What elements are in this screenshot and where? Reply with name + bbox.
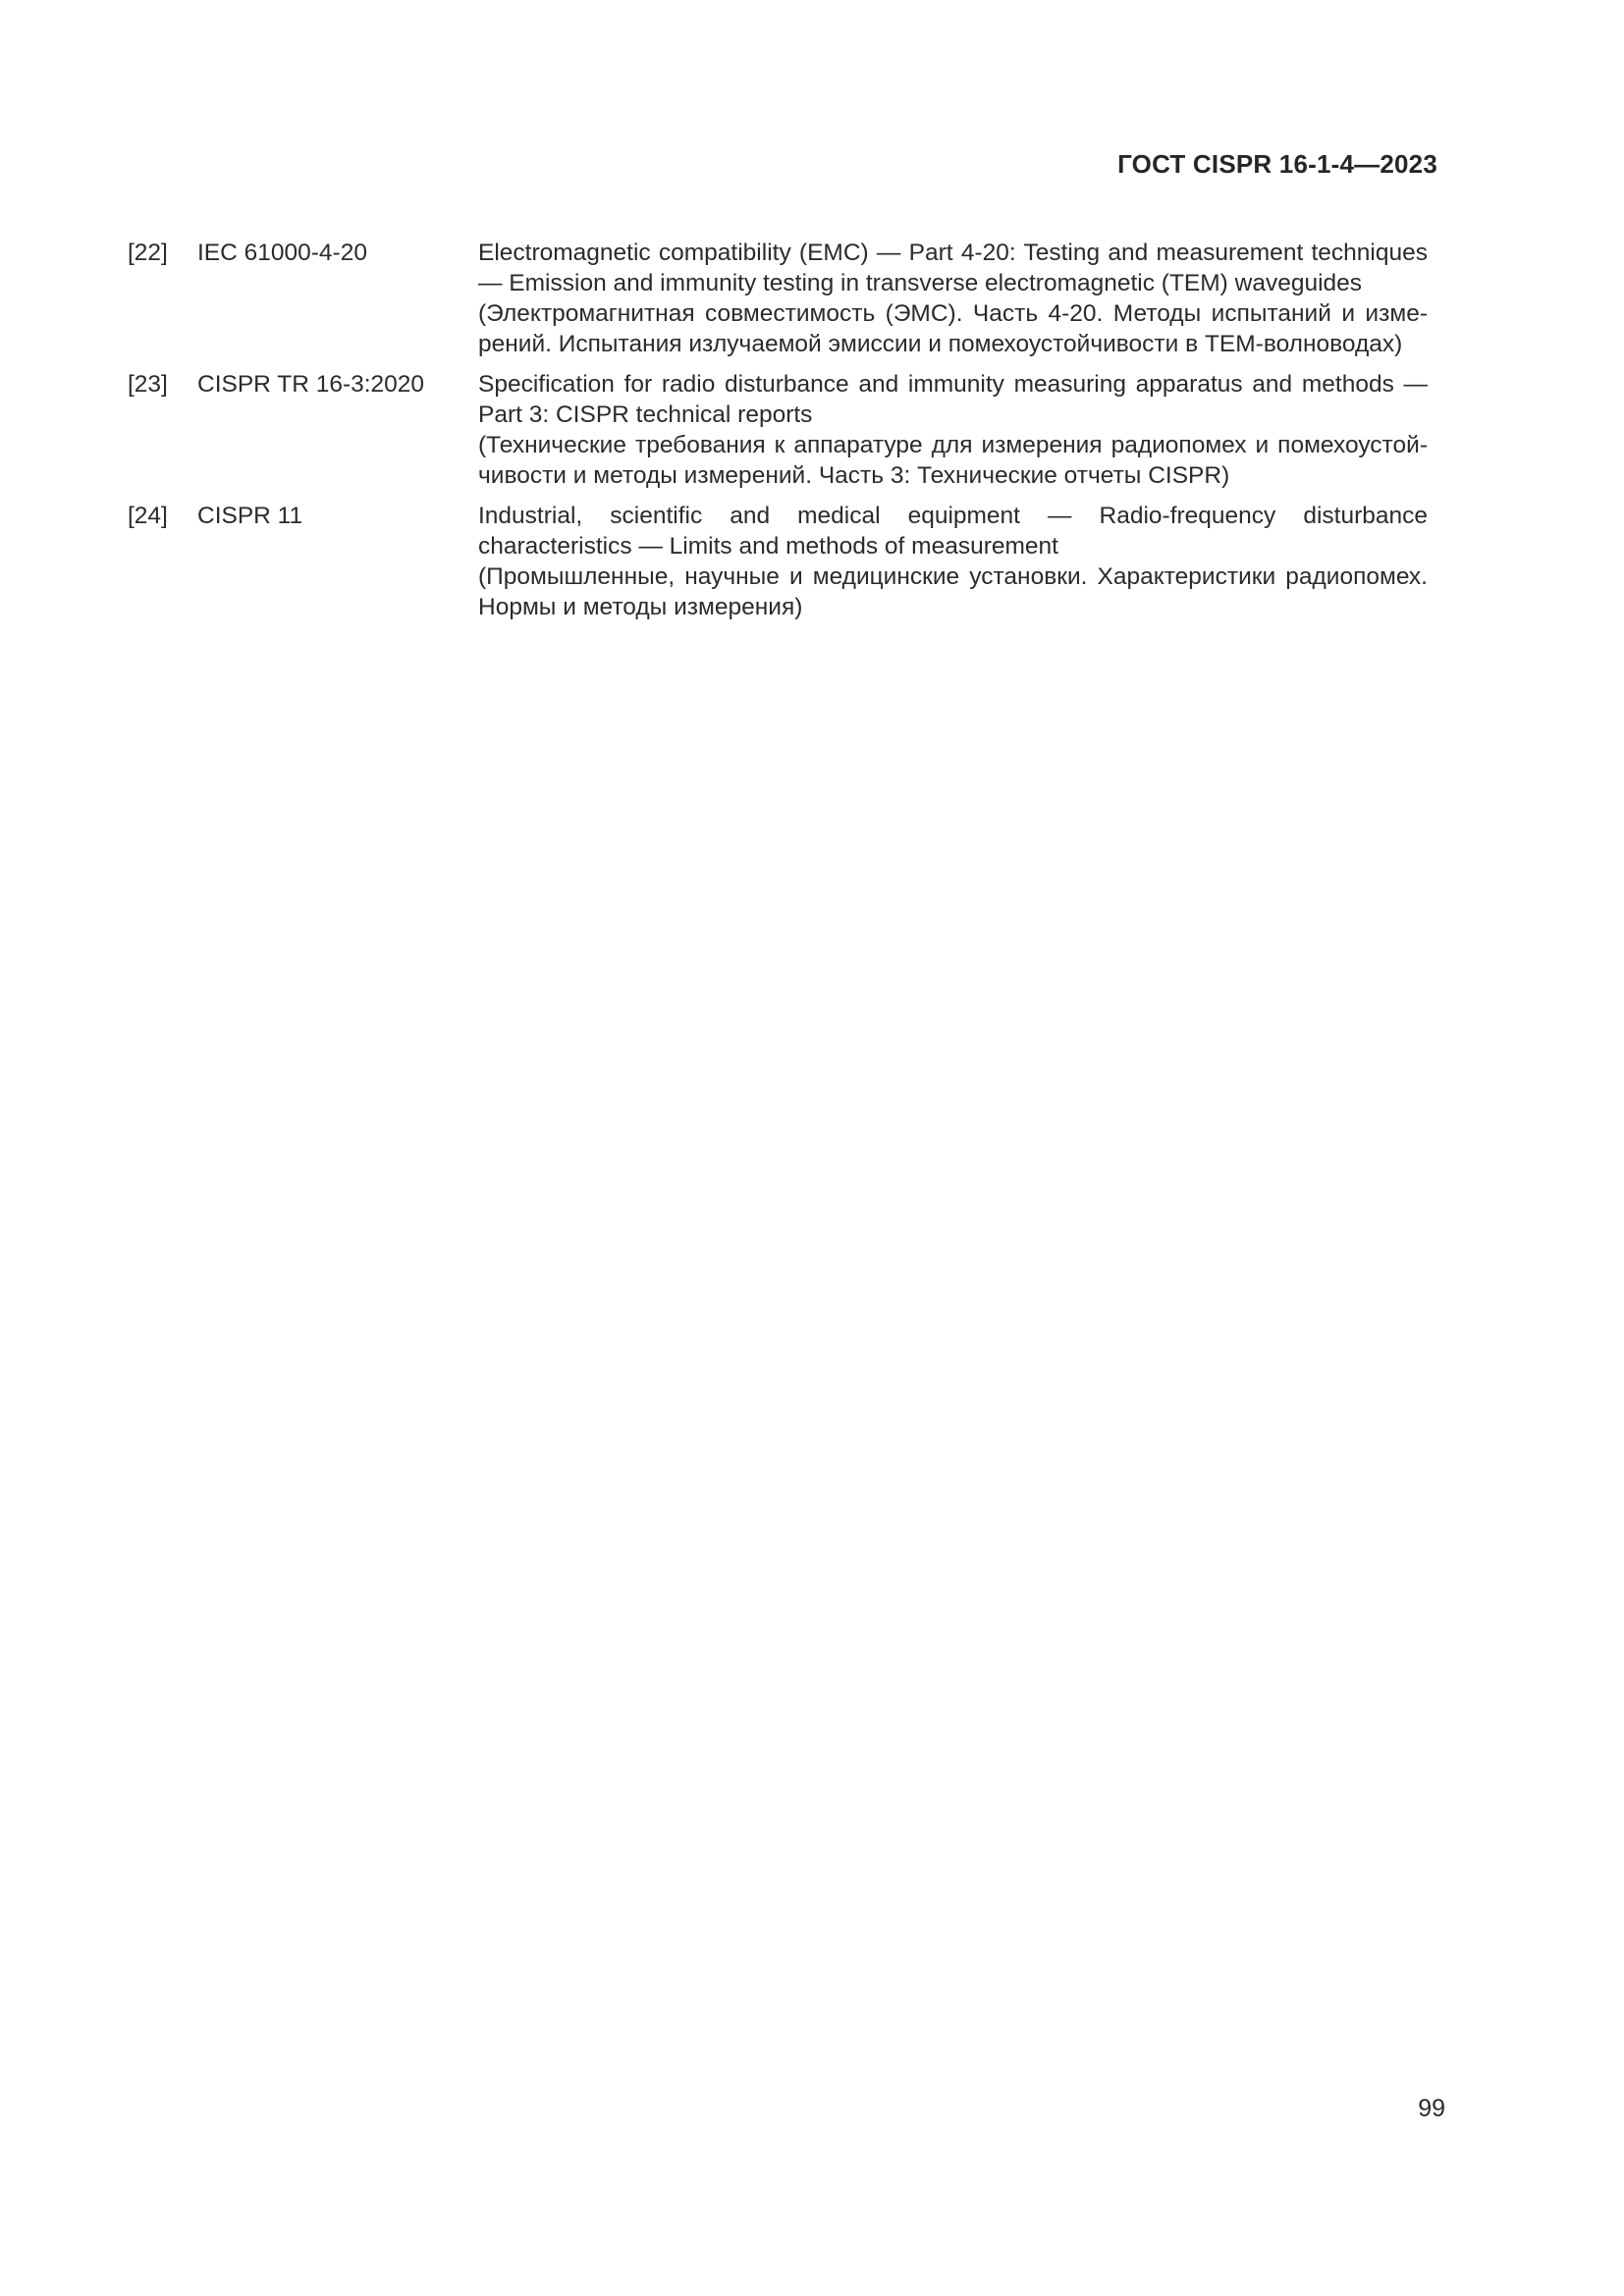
reference-title-ru: (Промышленные, научные и медицинские установки. Характеристики радиопомех. Нормы и методы измерения) — [478, 563, 1428, 620]
reference-code: IEC 61000-4-20 — [197, 240, 367, 266]
page-number: 99 — [1418, 2095, 1445, 2122]
reference-description — [478, 501, 1428, 622]
reference-description — [478, 369, 1428, 491]
reference-number: [23] — [128, 371, 168, 398]
bibliography-list — [128, 238, 1428, 632]
reference-number: [22] — [128, 240, 168, 266]
reference-title-en: Specification for radio disturbance and immunity measuring apparatus and methods — Part 3: CISPR technical reports — [478, 371, 1428, 428]
reference-title-ru: (Электромагнитная совместимость (ЭМС). Часть 4-20. Методы испытаний и измерений. Испытания излучаемой эмиссии и помехоустойчивости в ТЕМ-волноводах) — [478, 300, 1428, 357]
reference-number: [24] — [128, 503, 168, 529]
reference-title-ru: (Технические требования к аппаратуре для измерения радиопомех и помехоустойчивости и методы измерений. Часть 3: Технические отчеты CISPR) — [478, 432, 1428, 489]
reference-code: CISPR TR 16-3:2020 — [197, 371, 425, 398]
reference-code: CISPR 11 — [197, 503, 303, 529]
reference-description — [478, 238, 1428, 359]
bibliography-entry-24 — [128, 501, 1428, 622]
bibliography-entry-22 — [128, 238, 1428, 359]
standard-code-header: ГОСТ CISPR 16-1-4—2023 — [1117, 149, 1437, 179]
reference-title-en: Industrial, scientific and medical equipment — Radio-frequency disturbance characteristics — Limits and methods of measurement — [478, 503, 1428, 560]
bibliography-entry-23 — [128, 369, 1428, 491]
reference-title-en: Electromagnetic compatibility (EMC) — Part 4-20: Testing and measurement techniques — Emission and immunity testing in transverse electromagnetic (TEM) waveguides — [478, 240, 1428, 296]
